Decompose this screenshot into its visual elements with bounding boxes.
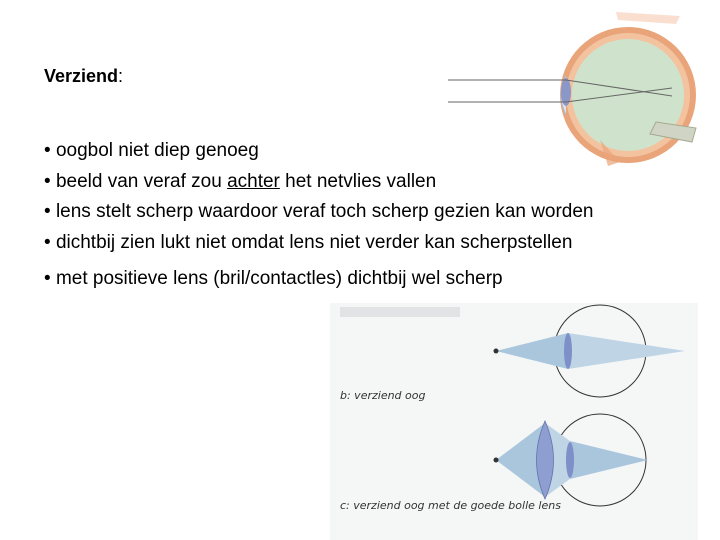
object-point: [494, 458, 499, 463]
bullet-item: • dichtbij zien lukt niet omdat lens niet verder kan scherpstellen: [44, 231, 573, 253]
bullet-item: • oogbol niet diep genoeg: [44, 140, 259, 161]
eye-illustration: [448, 10, 710, 170]
bullet-item: • lens stelt scherp waardoor veraf toch scherp gezien kan worden: [44, 201, 594, 222]
bullet-item: • met positieve lens (bril/contactles) dichtbij wel scherp: [44, 268, 503, 289]
underlined-word: achter: [227, 170, 280, 192]
slide-title: Verziend:: [44, 66, 124, 86]
bullet-item: • beeld van veraf zou achter het netvlies vallen: [44, 170, 437, 192]
lens-diagram: [330, 303, 698, 540]
caption-b: b: verziend oog: [340, 389, 426, 402]
object-point: [494, 349, 499, 354]
eye-lens-c: [566, 442, 574, 478]
caption-c: c: verziend oog met de goede bolle lens: [340, 499, 561, 512]
eye-lens-b: [564, 333, 572, 369]
